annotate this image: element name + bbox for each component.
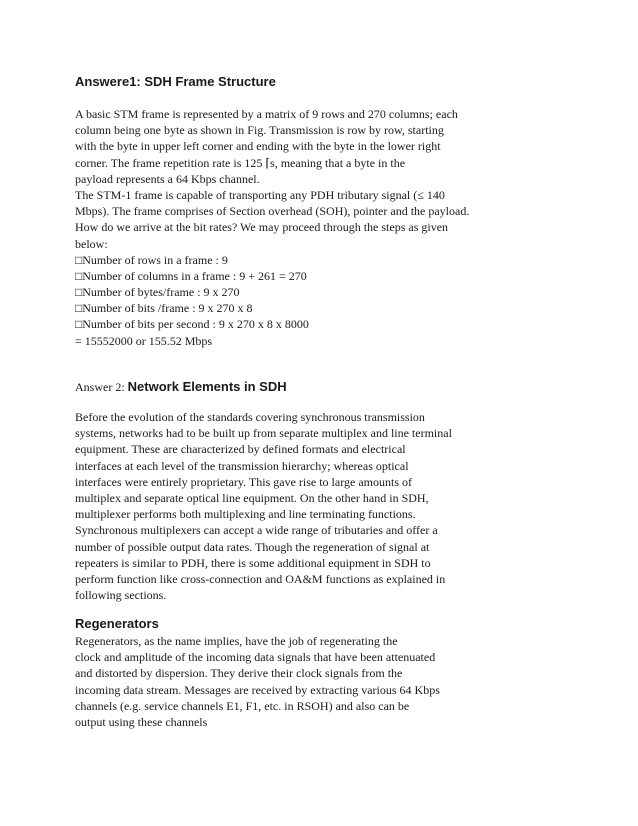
answer2-line: Before the evolution of the standards covering synchronous transmission <box>75 410 425 424</box>
answer2-heading-title: Network Elements in SDH <box>127 379 287 394</box>
answer2-line: following sections. <box>75 588 167 603</box>
regenerators-heading: Regenerators <box>75 616 159 631</box>
answer1-line: How do we arrive at the bit rates? We may proceed through the steps as given <box>75 220 449 235</box>
answer1-line: Mbps). The frame comprises of Section overhead (SOH), pointer and the payload. <box>75 204 470 219</box>
calc-step-bits-second: □Number of bits per second : 9 x 270 x 8 x 8000 <box>75 317 309 332</box>
answer2-heading-prefix: Answer 2: <box>75 380 128 394</box>
calc-step-rows: □Number of rows in a frame : 9 <box>75 252 228 267</box>
regenerators-line: and distorted by dispersion. They derive their clock signals from the <box>75 666 403 681</box>
answer2-line: Synchronous multiplexers can accept a wide range of tributaries and offer a <box>75 523 438 538</box>
answer2-line: repeaters is similar to PDH, there is some additional equipment in SDH to <box>75 555 431 570</box>
regenerators-line: output using these channels <box>75 714 208 729</box>
answer1-line: corner. The frame repetition rate is 125 ⌈s, meaning that a byte in the <box>75 155 406 170</box>
answer1-line: The STM-1 frame is capable of transporting any PDH tributary signal (≤ 140 <box>75 187 445 202</box>
answer2-line: systems, networks had to be built up from separate multiplex and line terminal <box>75 426 452 441</box>
answer2-line: equipment. These are characterized by defined formats and electrical <box>75 442 406 457</box>
answer2-line: interfaces were entirely proprietary. This gave rise to large amounts of <box>75 474 412 489</box>
answer1-line: column being one byte as shown in Fig. Transmission is row by row, starting <box>75 123 444 138</box>
answer2-line: multiplexer performs both multiplexing and line terminating functions. <box>75 507 416 522</box>
calc-step-bytes: □Number of bytes/frame : 9 x 270 <box>75 285 240 300</box>
calc-result: = 15552000 or 155.52 Mbps <box>75 333 213 348</box>
answer2-line: multiplex and separate optical line equipment. On the other hand in SDH, <box>75 490 429 505</box>
answer2-heading <box>75 378 287 396</box>
answer1-line: payload represents a 64 Kbps channel. <box>75 171 260 186</box>
calc-step-columns: □Number of columns in a frame : 9 + 261 = 270 <box>75 268 307 283</box>
answer1-body <box>75 106 575 349</box>
answer2-line: interfaces at each level of the transmission hierarchy; whereas optical <box>75 458 409 473</box>
regenerators-line: Regenerators, as the name implies, have the job of regenerating the <box>75 634 398 648</box>
answer1-line: with the byte in upper left corner and ending with the byte in the lower right <box>75 139 441 154</box>
regenerators-line: clock and amplitude of the incoming data signals that have been attenuated <box>75 650 436 665</box>
calc-step-bits-frame: □Number of bits /frame : 9 x 270 x 8 <box>75 301 253 316</box>
regenerators-body <box>75 633 575 730</box>
regenerators-line: channels (e.g. service channels E1, F1, etc. in RSOH) and also can be <box>75 698 410 713</box>
regenerators-line: incoming data stream. Messages are received by extracting various 64 Kbps <box>75 682 440 697</box>
answer2-line: number of possible output data rates. Though the regeneration of signal at <box>75 539 430 554</box>
answer2-body <box>75 409 575 603</box>
answer2-line: perform function like cross-connection and OA&M functions as explained in <box>75 571 446 586</box>
answer1-line: A basic STM frame is represented by a matrix of 9 rows and 270 columns; each <box>75 107 458 121</box>
answer1-line: below: <box>75 236 108 251</box>
answer1-heading: Answere1: SDH Frame Structure <box>75 74 276 89</box>
